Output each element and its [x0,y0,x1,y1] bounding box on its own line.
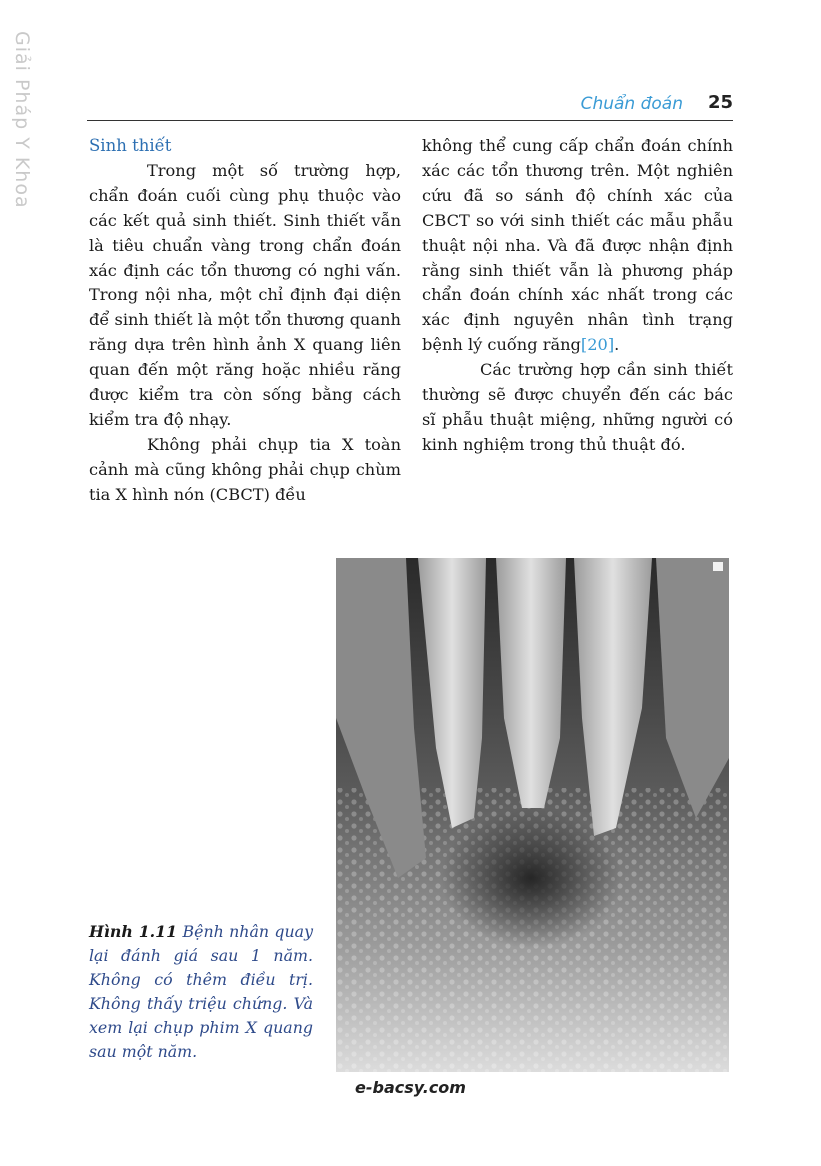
page-header [87,92,733,121]
section-title: Sinh thiết [89,136,172,155]
page-number: 25 [707,92,733,113]
paragraph-text: không thể cung cấp chẩn đoán chính xác các tổn thương trên. Một nghiên cứu đã so sánh độ chính xác của CBCT so với sinh thiết các mẫu phẫu thuật nội nha. Và đã được nhận định rằng sinh thiết vẫn là phương pháp chẩn đoán chính xác nhất trong các xác định nguyên nhân tình trạng bệnh lý cuống răng [422,136,733,355]
figure-caption-text: Bệnh nhân quay lại đánh giá sau 1 năm. Không có thêm điều trị. Không thấy triệu chứng. Và xem lại chụp phim X quang sau một năm. [89,922,314,1062]
chapter-title: Chuẩn đoán [580,94,683,114]
paragraph-end: . [614,335,620,355]
side-watermark: Giải Pháp Y Khoa [11,31,33,209]
figure-caption [89,920,313,1065]
citation-link[interactable]: [20] [580,335,615,355]
footer-site: e-bacsy.com [355,1078,466,1097]
paragraph: Trong một số trường hợp, chẩn đoán cuối cùng phụ thuộc vào các kết quả sinh thiết. Sinh thiết vẫn là tiêu chuẩn vàng trong chẩn đoán xác định các tổn thương có nghi vấn. Trong nội nha, một chỉ định đại diện để sinh thiết là một tổn thương quanh răng dựa trên hình ảnh X quang liên quan đến một răng hoặc nhiều răng được kiểm tra còn sống bằng cách kiểm tra độ nhạy. [89,160,401,429]
right-column [422,134,733,458]
paragraph: Không phải chụp tia X toàn cảnh mà cũng không phải chụp chùm tia X hình nón (CBCT) đều [89,434,401,504]
left-column [89,134,401,508]
xray-image [336,558,729,1072]
paragraph [422,134,733,358]
figure-label: Hình 1.11 [89,922,178,941]
paragraph: Các trường hợp cần sinh thiết thường sẽ được chuyển đến các bác sĩ phẫu thuật miệng, những người có kinh nghiệm trong thủ thuật đó. [422,360,733,454]
